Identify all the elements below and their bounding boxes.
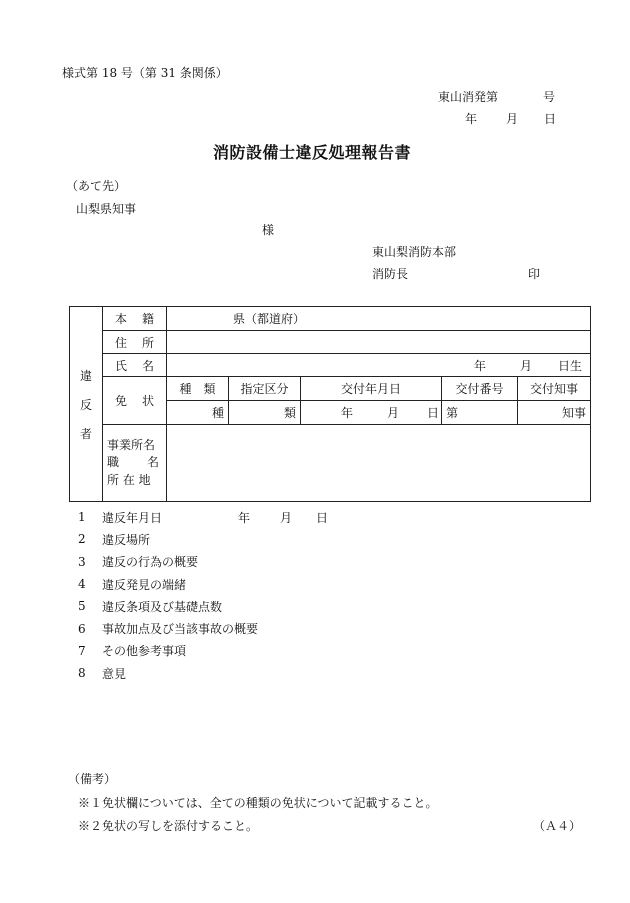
honseki-value: 県（都道府）	[233, 312, 306, 326]
item-number: 6	[78, 621, 86, 636]
date-year: 年	[465, 112, 478, 126]
menjo-governor-cell[interactable]	[518, 401, 591, 425]
item-text: 違反場所	[102, 532, 151, 547]
jusho-value-cell[interactable]	[167, 331, 591, 354]
sender-org: 東山梨消防本部	[372, 245, 457, 259]
menjo-char-1: 免	[115, 394, 128, 408]
date-day: 日	[544, 112, 557, 126]
menjo-type-b-cell[interactable]	[229, 401, 301, 425]
shimei-label-cell	[103, 354, 167, 377]
item-date-month: 月	[280, 510, 293, 525]
violator-table	[69, 306, 591, 502]
menjo-type-a: 種	[211, 406, 224, 420]
list-item	[78, 617, 328, 639]
menjo-header-governor: 交付知事	[518, 377, 591, 401]
item-number: 3	[78, 554, 86, 569]
menjo-month: 月	[387, 406, 400, 420]
menjo-governor: 知事	[562, 406, 587, 420]
item-text: 事故加点及び当該事故の概要	[102, 622, 259, 637]
report-items	[78, 506, 328, 684]
note-2: ※２免状の写しを添付すること。	[78, 819, 259, 833]
addressee-name: 山梨県知事	[76, 202, 137, 216]
item-number: 4	[78, 577, 86, 592]
item-text: 意見	[102, 666, 127, 681]
menjo-header-number: 交付番号	[442, 377, 518, 401]
item-number: 8	[78, 666, 86, 681]
birth-day: 日生	[558, 358, 583, 373]
menjo-header-date: 交付年月日	[301, 377, 442, 401]
jusho-char-1: 住	[115, 335, 128, 350]
form-number: 様式第 18 号（第 31 条関係）	[62, 66, 228, 80]
item-number: 2	[78, 532, 86, 547]
shimei-char-1: 氏	[115, 358, 128, 373]
birth-year: 年	[474, 358, 487, 373]
workplace-value-cell[interactable]	[167, 425, 591, 502]
menjo-header-type: 種 類	[167, 377, 229, 401]
item-date-year: 年	[238, 510, 251, 525]
item-text: その他参考事項	[102, 644, 187, 659]
paper-size: （Ａ４）	[533, 819, 582, 833]
list-item	[78, 662, 328, 684]
honseki-label-cell	[103, 307, 167, 331]
menjo-number: 第	[446, 406, 459, 420]
item-number: 5	[78, 599, 86, 614]
honseki-value-cell[interactable]	[167, 307, 591, 331]
job-char-1: 職	[107, 455, 120, 470]
honseki-char-2: 籍	[141, 312, 154, 326]
doc-number-prefix: 東山消発第	[438, 90, 499, 104]
menjo-year: 年	[341, 406, 354, 420]
menjo-number-cell[interactable]	[442, 401, 518, 425]
jusho-char-2: 所	[141, 335, 154, 350]
list-item	[78, 551, 328, 573]
item-text: 違反年月日	[102, 510, 163, 525]
menjo-date-cell[interactable]	[301, 401, 442, 425]
item-text: 違反の行為の概要	[102, 555, 199, 570]
note-1: ※１免状欄については、全ての種類の免状について記載すること。	[78, 796, 438, 810]
violator-side-label	[70, 307, 103, 502]
list-item	[78, 506, 328, 528]
birth-month: 月	[520, 358, 533, 373]
seal-mark: 印	[528, 267, 541, 281]
item-text: 違反発見の端緒	[102, 577, 187, 592]
menjo-header-category: 指定区分	[229, 377, 301, 401]
item-number: 7	[78, 643, 86, 658]
side-char-2: 反	[79, 397, 92, 412]
shimei-value-cell[interactable]	[167, 354, 591, 377]
menjo-day: 日	[427, 406, 440, 420]
item-text: 違反条項及び基礎点数	[102, 599, 223, 614]
notes-label: （備考）	[68, 772, 117, 786]
item-number: 1	[78, 510, 86, 525]
list-item	[78, 595, 328, 617]
page-title: 消防設備士違反処理報告書	[213, 143, 412, 162]
sender-title: 消防長	[372, 267, 409, 281]
list-item	[78, 528, 328, 550]
shimei-char-2: 名	[141, 358, 154, 373]
menjo-char-2: 状	[141, 394, 154, 408]
job-char-2: 名	[146, 455, 159, 470]
side-char-3: 者	[79, 426, 92, 441]
item-date-day: 日	[316, 510, 329, 525]
date-month: 月	[506, 112, 519, 126]
menjo-type-a-cell[interactable]	[167, 401, 229, 425]
list-item	[78, 573, 328, 595]
workplace-address-label: 所 在 地	[107, 472, 151, 487]
menjo-type-b: 類	[283, 406, 296, 420]
addressee-honorific: 様	[262, 223, 275, 237]
doc-number-suffix: 号	[543, 90, 556, 104]
honseki-char-1: 本	[115, 312, 128, 326]
jusho-label-cell	[103, 331, 167, 354]
workplace-label-cell	[103, 425, 167, 502]
workplace-name-label: 事業所名	[107, 437, 156, 452]
side-char-1: 違	[79, 368, 92, 383]
menjo-label-cell	[103, 377, 167, 425]
addressee-label: （あて先）	[66, 179, 127, 193]
list-item	[78, 640, 328, 662]
